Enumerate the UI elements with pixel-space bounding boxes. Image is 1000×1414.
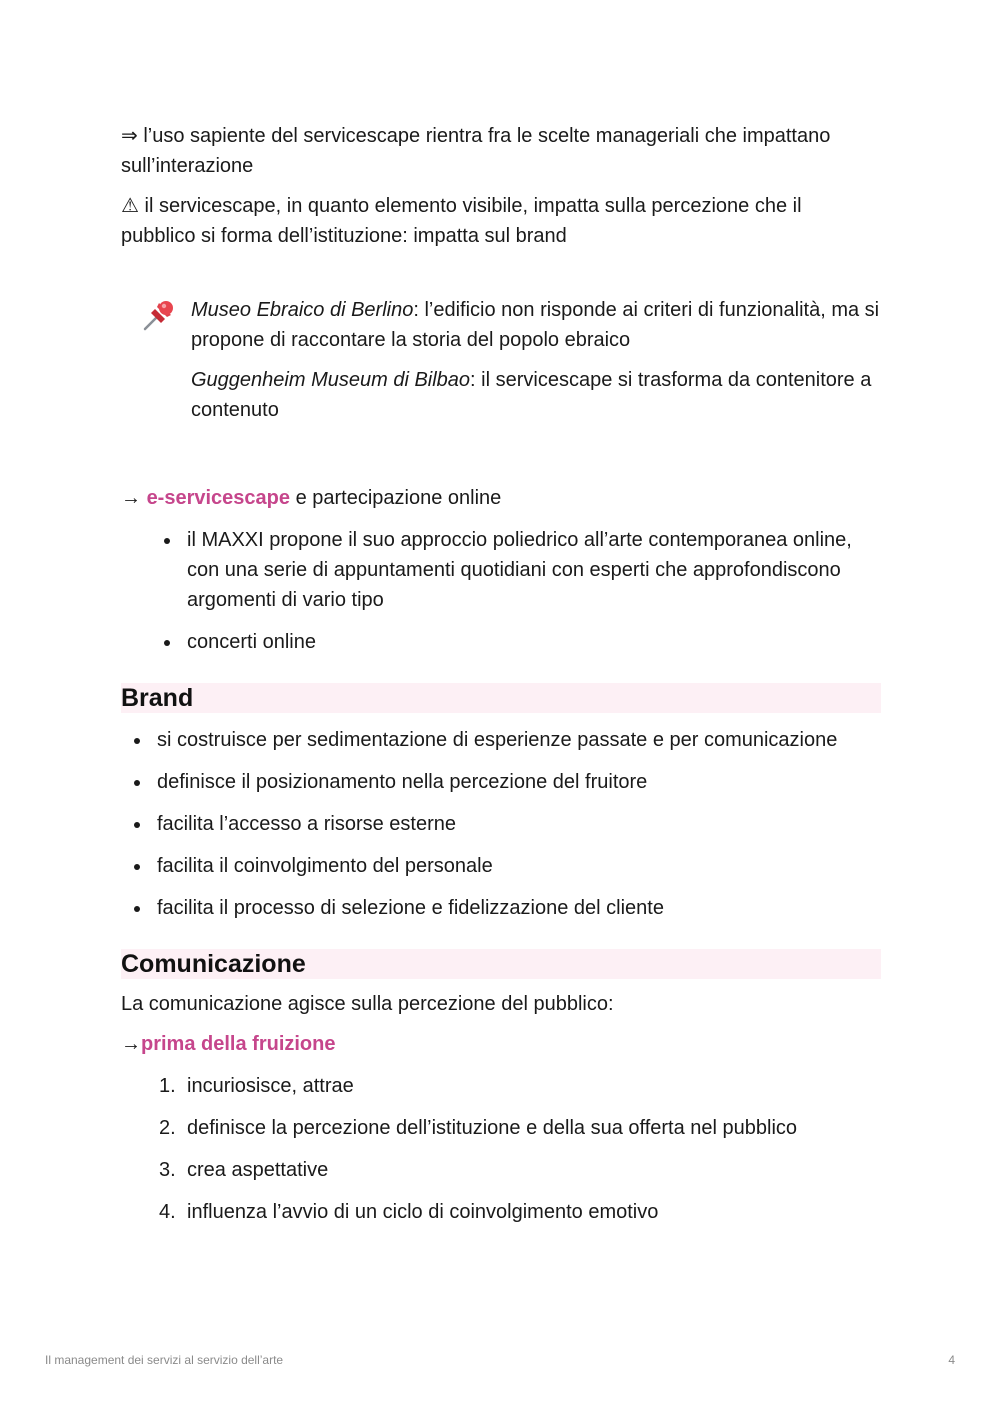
intro-line-2-text: il servicescape, in quanto elemento visibile, impatta sulla percezione che il pubblico si forma dell’istituzione: impatta sul brand [121,195,802,247]
list-item-text: influenza l’avvio di un ciclo di coinvolgimento emotivo [187,1201,659,1223]
list-item [121,1155,881,1185]
prima-line [121,1029,881,1059]
eservicescape-list [121,525,881,657]
list-item-text: crea aspettative [187,1159,329,1181]
list-item-text: definisce la percezione dell’istituzione e della sua offerta nel pubblico [187,1117,798,1139]
callout-item-1-text: : l’edificio non risponde ai criteri di funzionalità, ma si propone di raccontare la storia del popolo ebraico [191,299,880,351]
right-arrow-icon: → [121,1033,141,1055]
double-arrow-icon: ⇒ [121,125,138,147]
list-item: facilita il processo di selezione e fidelizzazione del cliente [121,893,881,923]
list-item: si costruisce per sedimentazione di esperienze passate e per comunicazione [121,725,881,755]
list-item [121,1113,881,1143]
callout-item-1-title: Museo Ebraico di Berlino [191,299,414,321]
prima-highlight: prima della fruizione [141,1033,336,1055]
pushpin-icon [139,295,179,335]
list-item: concerti online [121,627,881,657]
list-number: 4. [159,1201,176,1223]
eservicescape-line [121,483,881,513]
right-arrow-icon: → [121,487,141,509]
list-item: definisce il posizionamento nella percezione del fruitore [121,767,881,797]
page-content [121,121,881,1227]
comunicazione-list [121,1071,881,1227]
list-item [121,1071,881,1101]
list-item [121,1197,881,1227]
intro-line-2 [121,191,881,251]
list-number: 2. [159,1117,176,1139]
list-item-text: incuriosisce, attrae [187,1075,354,1097]
list-number: 3. [159,1159,176,1181]
list-item: facilita l’accesso a risorse esterne [121,809,881,839]
intro-line-1-text: l’uso sapiente del servicescape rientra fra le scelte manageriali che impattano sull’interazione [121,125,831,177]
brand-list [121,725,881,923]
callout-item-1 [191,295,881,355]
eservicescape-rest: e partecipazione online [290,487,502,509]
list-item: il MAXXI propone il suo approccio poliedrico all’arte contemporanea online, con una serie di appuntamenti quotidiani con esperti che approfondiscono argomenti di vario tipo [121,525,881,615]
page-number: 4 [948,1353,955,1367]
comunicazione-intro: La comunicazione agisce sulla percezione del pubblico: [121,993,614,1015]
callout-item-2-title: Guggenheim Museum di Bilbao [191,369,471,391]
eservicescape-highlight: e-servicescape [146,487,291,509]
list-number: 1. [159,1075,176,1097]
callout [121,295,881,425]
intro-line-1 [121,121,881,181]
callout-item-2 [191,365,881,425]
list-item: facilita il coinvolgimento del personale [121,851,881,881]
footer-title: Il management dei servizi al servizio dell’arte [45,1353,284,1367]
warning-icon: ⚠ [121,195,139,217]
callout-item-2-text: : il servicescape si trasforma da contenitore a contenuto [191,369,872,421]
comunicazione-heading: Comunicazione [121,949,881,979]
brand-heading: Brand [121,683,881,713]
